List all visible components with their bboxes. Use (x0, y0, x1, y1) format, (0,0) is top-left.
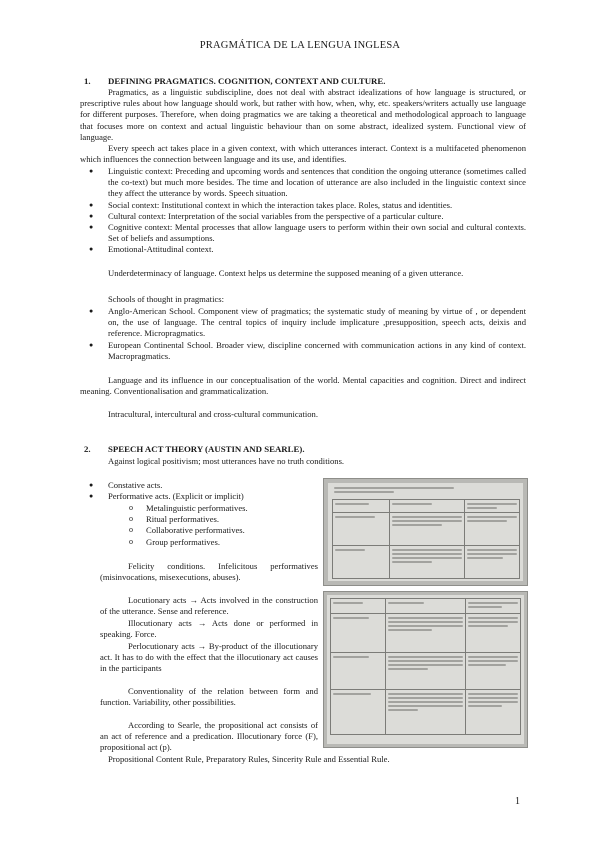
list-item: ● Anglo-American School. Component view of pragmatics; the systematic study of meaning by virtue of , or dependent on, the use of language. The central topics of inquiry include implicature ,presupposition, speech acts, deixis and reference. Micropragmatics. (108, 306, 526, 340)
paragraph-communication: Intracultural, intercultural and cross-cultural communication. (108, 409, 318, 419)
page-number: 1 (515, 796, 520, 807)
list-item: ● Cultural context: Interpretation of the social variables from the perspective of a particular culture. (108, 211, 526, 222)
list-item: ● Linguistic context: Preceding and upcoming words and sentences that condition the ongoing utterance (sometimes called the co-text) but much more besides. The time and location of utterance are also included in the linguistic context since they affect the utterance by words. Speech situation. (108, 166, 526, 200)
performatives-sublist (146, 503, 316, 548)
list-item: ● Social context: Institutional context in which the interaction takes place. Roles, status and identities. (108, 200, 526, 211)
list-item: ● Cognitive context: Mental processes that allow language users to perform within their own social and cultural contexts. Set of beliefs and assumptions. (108, 222, 526, 244)
list-item: o Ritual performatives. (146, 514, 316, 525)
paragraph-schools-intro: Schools of thought in pragmatics: (108, 294, 225, 304)
list-item: o Collaborative performatives. (146, 525, 316, 536)
paragraph-locutionary: Locutionary acts → Acts involved in the construction of the utterance. Sense and reference. (100, 595, 318, 617)
paragraph-against-positivism: Against logical positivism; most utterances have no truth conditions. (108, 456, 345, 466)
paragraph-language-influence: Language and its influence in our conceptualisation of the world. Mental capacities and cognition. Direct and indirect meaning. Conventionalisation and grammaticalization. (80, 375, 526, 397)
list-item: o Metalinguistic performatives. (146, 503, 316, 514)
speech-act-table-photo-1 (323, 478, 528, 586)
acts-list (108, 480, 308, 502)
paragraph-context: Every speech act takes place in a given context, with which utterances interact. Context is a multifaceted phenomenon which influences the connection between language and its use, and identifies. (80, 143, 526, 165)
section-1-number: 1. (84, 76, 91, 86)
schools-list (108, 306, 526, 362)
list-item: ● Constative acts. (108, 480, 308, 491)
context-list (108, 166, 526, 256)
section-2-heading: 2. SPEECH ACT THEORY (AUSTIN AND SEARLE). (84, 444, 305, 454)
list-item: ● European Continental School. Broader view, discipline concerned with communication actions in any kind of context. Macropragmatics. (108, 340, 526, 362)
section-2-number: 2. (84, 444, 91, 454)
page-title: PRAGMÁTICA DE LA LENGUA INGLESA (199, 40, 401, 51)
paragraph-felicity: Felicity conditions. Infelicitous performatives (misinvocations, misexecutions, abuses). (100, 561, 318, 583)
paragraph-underdeterminacy: Underdeterminacy of language. Context helps us determine the supposed meaning of a given utterance. (108, 268, 464, 278)
section-1-heading: 1. DEFINING PRAGMATICS. COGNITION, CONTEXT AND CULTURE. (84, 76, 386, 86)
paragraph-conventionality: Conventionality of the relation between form and function. Variability, other possibilities. (100, 686, 318, 708)
list-item: ● Performative acts. (Explicit or implicit) (108, 491, 308, 502)
section-1-title: DEFINING PRAGMATICS. COGNITION, CONTEXT AND CULTURE (108, 76, 384, 86)
list-item: ● Emotional-Attitudinal context. (108, 244, 526, 255)
paragraph-illocutionary: Illocutionary acts → Acts done or performed in speaking. Force. (100, 618, 318, 640)
section-2-title: SPEECH ACT THEORY (AUSTIN AND SEARLE) (108, 444, 303, 454)
paragraph-rules: Propositional Content Rule, Preparatory Rules, Sincerity Rule and Essential Rule. (108, 754, 390, 764)
list-item: o Group performatives. (146, 537, 316, 548)
paragraph-perlocutionary: Perlocutionary acts → By-product of the illocutionary act. It has to do with the effect that the illocutionary act causes in the participants (100, 641, 318, 674)
speech-act-table-photo-2 (323, 591, 528, 748)
paragraph-searle: According to Searle, the propositional act consists of an act of reference and a predication. Illocutionary force (F), propositional act (p). (100, 720, 318, 753)
paragraph-pragmatics-definition: Pragmatics, as a linguistic subdiscipline, does not deal with abstract idealizations of how language is structured, or prescriptive rules about how language should work, but rather with how, when, why, etc. speakers/writers actually use language for different purposes. Therefore, when doing pragmatics we are taking a theoretical and methodological approach to language that focuses more on context and actual linguistic behaviour than on some abstract, idealized system. Functional view of language. (80, 87, 526, 142)
